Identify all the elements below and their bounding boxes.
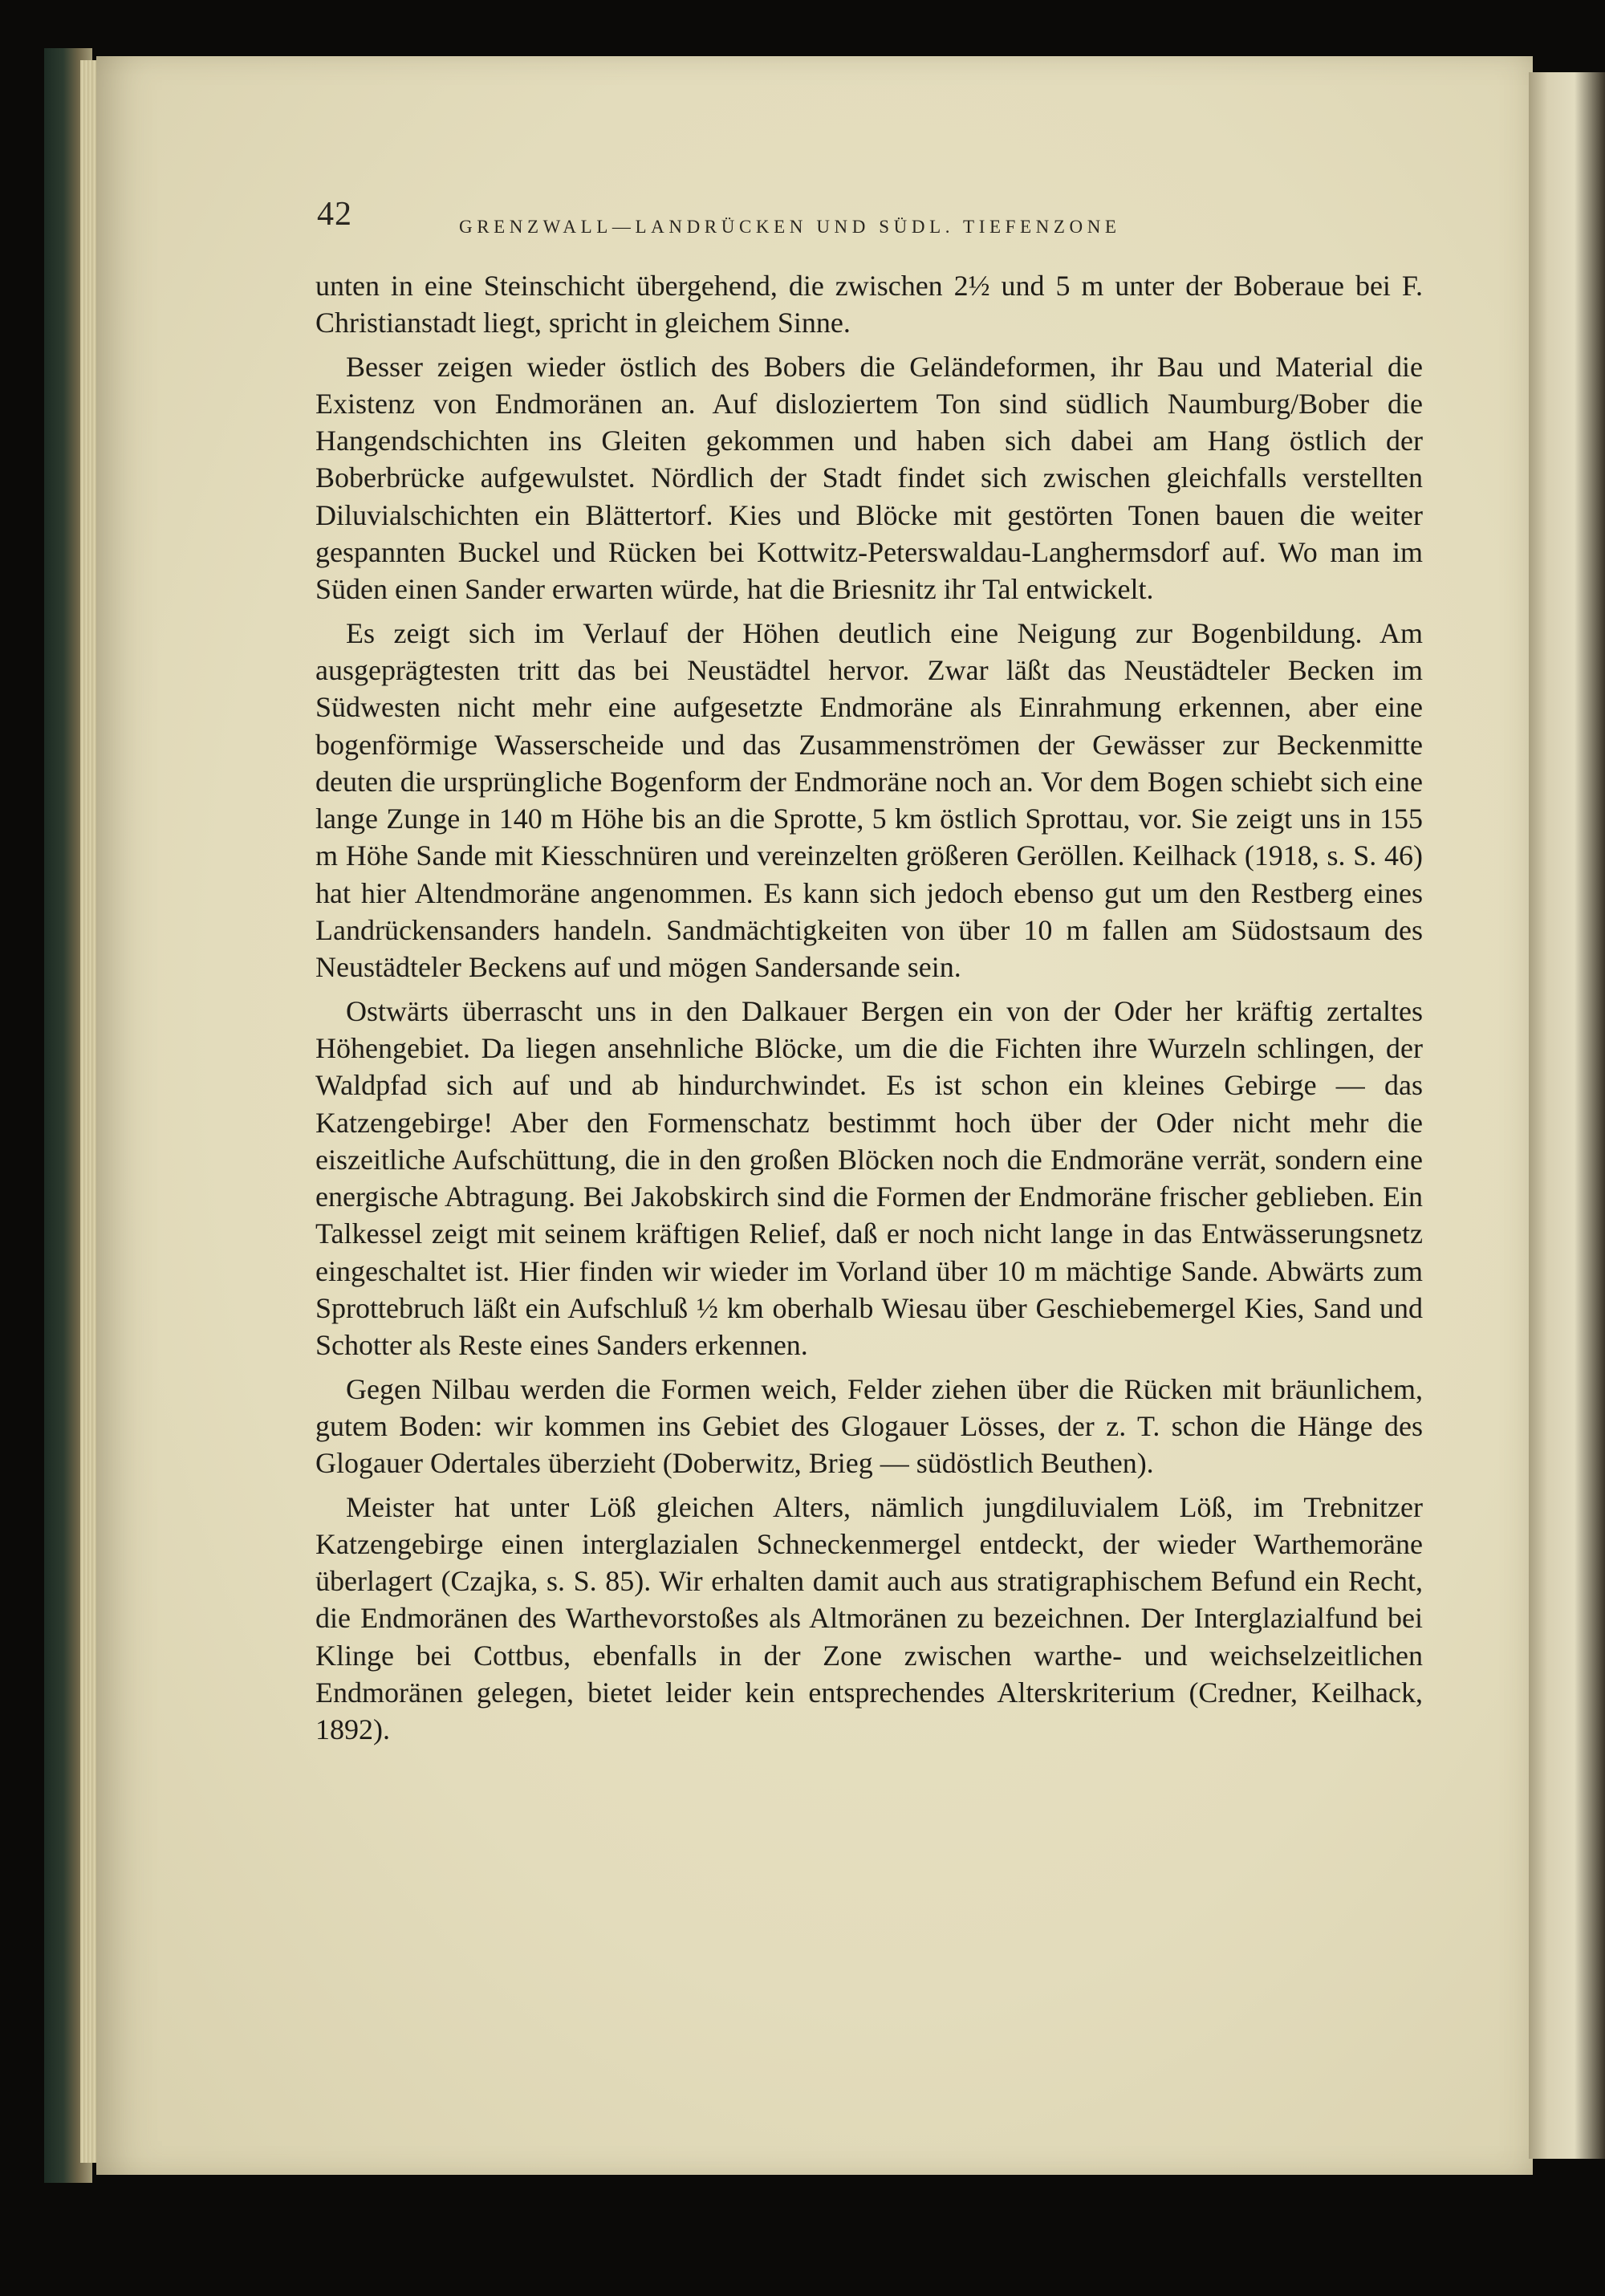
paragraph: Es zeigt sich im Verlauf der Höhen deutlich eine Neigung zur Bogenbildung. Am ausgeprägtesten tritt das bei Neustädtel hervor. Zwar läßt das Neustädteler Becken im Südwesten nicht mehr eine aufgesetzte Endmoräne als Einrahmung erkennen, aber eine bogenförmige Wasserscheide und das Zusammenströmen der Gewässer zur Beckenmitte deuten die ursprüngliche Bogenform der Endmoräne noch an. Vor dem Bogen schiebt sich eine lange Zunge in 140 m Höhe bis an die Sprotte, 5 km östlich Sprottau, vor. Sie zeigt uns in 155 m Höhe Sande mit Kiesschnüren und vereinzelten größeren Geröllen. Keilhack (1918, s. S. 46) hat hier Altendmoräne angenommen. Es kann sich jedoch ebenso gut um den Restberg eines Landrückensanders handeln. Sandmächtigkeiten von über 10 m fallen am Südostsaum des Neustädteler Beckens auf und mögen Sandersande sein. [315, 616, 1423, 984]
running-header [317, 195, 1280, 243]
running-title: GRENZWALL—LANDRÜCKEN UND SÜDL. TIEFENZONE [459, 217, 1121, 237]
page-number: 42 [317, 196, 352, 233]
paragraph: Meister hat unter Löß gleichen Alters, nämlich jungdiluvialem Löß, im Trebnitzer Katzengebirge einen interglazialen Schneckenmergel entdeckt, der wieder Warthemoräne überlagert (Czajka, s. S. 85). Wir erhalten damit auch aus stratigraphischem Befund ein Recht, die Endmoränen des Warthevorstoßes als Altmoränen zu bezeichnen. Der Interglazialfund bei Klinge bei Cottbus, ebenfalls in der Zone zwischen warthe- und weichselzeitlichen Endmoränen gelegen, bietet leider kein entsprechendes Alterskriterium (Credner, Keilhack, 1892). [315, 1490, 1423, 1746]
body-text [315, 267, 1423, 1755]
paragraph: Gegen Nilbau werden die Formen weich, Felder ziehen über die Rücken mit bräunlichem, gutem Boden: wir kommen ins Gebiet des Glogauer Lösses, der z. T. schon die Hänge des Glogauer Odertales überzieht (Doberwitz, Brieg — südöstlich Beuthen). [315, 1372, 1423, 1480]
paragraph: Ostwärts überrascht uns in den Dalkauer Bergen ein von der Oder her kräftig zertaltes Höhengebiet. Da liegen ansehnliche Blöcke, um die die Fichten ihre Wurzeln schlingen, der Waldpfad sich auf und ab hindurchwindet. Es ist schon ein kleines Gebirge — das Katzengebirge! Aber den Formenschatz bestimmt hoch über der Oder nicht mehr die eiszeitliche Aufschüttung, die in den großen Blöcken noch die Endmoräne verrät, sondern eine energische Abtragung. Bei Jakobskirch sind die Formen der Endmoräne frischer geblieben. Ein Talkessel zeigt mit seinem kräftigen Relief, daß er noch nicht lange in das Entwässerungsnetz eingeschaltet ist. Hier finden wir wieder im Vorland über 10 m mächtige Sande. Abwärts zum Sprottebruch läßt ein Aufschluß ½ km oberhalb Wiesau über Geschiebemergel Kies, Sand und Schotter als Reste eines Sanders erkennen. [315, 994, 1423, 1362]
facing-page-edge [1529, 72, 1605, 2159]
paragraph: Besser zeigen wieder östlich des Bobers die Geländeformen, ihr Bau und Material die Existenz von Endmoränen an. Auf disloziertem Ton sind südlich Naumburg/Bober die Hangendschichten ins Gleiten gekommen und haben sich dabei am Hang östlich der Boberbrücke aufgewulstet. Nördlich der Stadt findet sich zwischen gleichfalls verstellten Diluvialschichten ein Blättertorf. Kies und Blöcke mit gestörten Tonen bauen die weiter gespannten Buckel und Rücken bei Kottwitz-Peterswaldau-Langhermsdorf auf. Wo man im Süden einen Sander erwarten würde, hat die Briesnitz ihr Tal entwickelt. [315, 350, 1423, 606]
paragraph: unten in eine Steinschicht übergehend, die zwischen 2½ und 5 m unter der Boberaue bei F. Christianstadt liegt, spricht in gleichem Sinne. [315, 270, 1423, 339]
